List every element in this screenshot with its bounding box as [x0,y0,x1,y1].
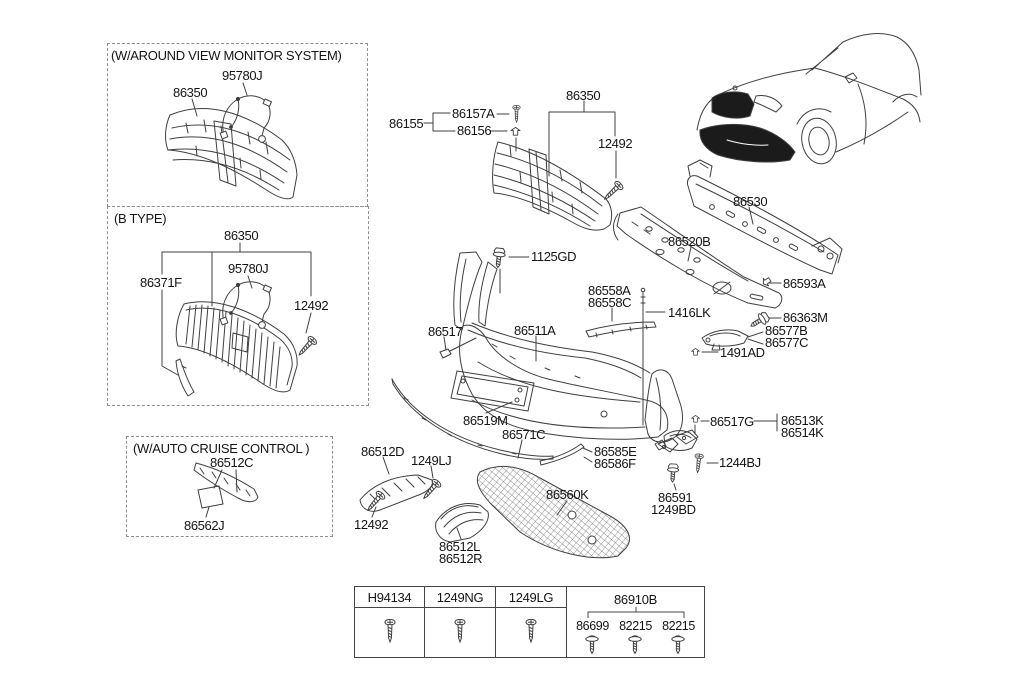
lower-grille-drawing [477,466,629,557]
part-label-86571c: 86571C [502,427,546,442]
part-label-95780j-av: 95780J [222,68,263,83]
around-view-grille-drawing [166,108,297,198]
corner-bracket-drawing [655,431,697,451]
part-label-86558a: 86558A [588,283,631,298]
group-item [662,619,695,655]
part-label-82215-2: 82215 [662,618,695,633]
part-label-86350-av: 86350 [173,85,208,100]
side-molding-strip-drawing [540,444,584,465]
license-bracket-drawing [451,371,534,411]
side-bracket-clip [440,349,451,358]
part-label-86156: 86156 [457,123,492,138]
auto-cruise-title: (W/AUTO CRUISE CONTROL ) [133,441,310,456]
b-type-grille-drawing [176,302,297,392]
bumper-corner-drawing [645,370,698,452]
impact-absorber-drawing [614,207,782,308]
pin-icon [641,288,645,330]
screw-icon [295,335,318,358]
leader-av-95780j [243,83,247,95]
part-label-86586f: 86586F [594,456,636,471]
b-type-title: (B TYPE) [114,211,167,226]
fastener-cell-h94134 [355,608,425,658]
part-label-86519m: 86519M [463,413,508,428]
part-label-86558c: 86558C [588,295,632,310]
leader-86512lr [457,528,461,539]
bolt-icon [628,633,642,655]
part-label-86520b: 86520B [668,234,711,249]
vehicle-illustration [697,34,921,167]
part-label-86155: 86155 [389,116,424,131]
part-label-12492: 12492 [598,136,633,151]
around-view-title: (W/AROUND VIEW MONITOR SYSTEM) [111,48,342,63]
part-label-12492-b: 12492 [354,517,389,532]
leader-86512d [383,457,389,474]
screw-icon [420,478,442,502]
part-label-86350: 86350 [566,88,601,103]
part-label-82215-1: 82215 [619,618,652,633]
part-label-1491ad: 1491AD [720,345,765,360]
leader-86520b [688,247,691,261]
leader-av-86350 [192,99,197,116]
part-label-86511a: 86511A [514,323,556,338]
part-label-1416lk: 1416LK [668,305,711,320]
fastener-cell-1249ng [425,608,496,658]
screw-icon [513,105,521,122]
part-label-86363m: 86363M [783,310,828,325]
leader-86571c [518,440,522,458]
back-beam-drawing [687,160,842,274]
leader-86577 [748,332,763,344]
fastener-table [354,586,705,658]
fastener-cell-1249lg [496,608,567,658]
screw-icon [384,618,396,644]
part-label-86562j: 86562J [184,518,225,533]
bolt-icon [492,248,506,269]
clip-icon [511,127,520,135]
fastener-group-title: 86910B [613,591,658,607]
leader-12492b [372,507,376,517]
bolt-icon [585,633,599,655]
fog-cover-drawing [436,504,489,542]
fastener-col-1249ng: 1249NG [425,587,496,608]
b-type-side-molding-drawing [176,359,194,396]
part-label-86512l: 86512L [439,539,480,554]
part-label-86513k: 86513K [781,413,824,428]
fastener-group-cell [567,587,705,658]
part-label-86530: 86530 [733,194,768,209]
part-label-1249bd: 1249BD [651,502,696,517]
screw-icon [601,180,624,203]
rail-strip-drawing [586,322,656,337]
part-label-86350-bt: 86350 [224,228,259,243]
part-label-86512d: 86512D [361,444,405,459]
leader-86585 [583,448,592,462]
camera-harness-drawing [220,96,271,143]
part-label-12492-bt: 12492 [294,298,329,313]
part-label-86577b: 86577B [765,323,808,338]
part-label-1249lj: 1249LJ [411,453,452,468]
part-label-86512c: 86512C [210,455,254,470]
part-label-95780j-bt: 95780J [228,261,269,276]
fastener-col-h94134: H94134 [355,587,425,608]
fastener-col-1249lg: 1249LG [496,587,567,608]
group-bracket [576,607,696,619]
part-label-86517g: 86517G [710,414,754,429]
clip-icon [692,415,700,422]
leader-86530 [749,207,753,224]
part-label-86585e: 86585E [594,444,637,459]
part-label-86514k: 86514K [781,425,824,440]
part-label-1125gd: 1125GD [531,249,577,264]
front-grille-drawing [493,142,612,230]
leader-1125gd [500,257,529,293]
leader-ac-86562j [206,507,209,517]
group-item [576,619,609,655]
bolt-icon [671,633,685,655]
part-label-86591: 86591 [658,490,693,505]
part-label-1244bj: 1244BJ [719,455,761,470]
screw-icon [525,618,537,644]
part-label-86371f: 86371F [140,275,182,290]
part-label-86593a: 86593A [783,276,826,291]
part-label-86517: 86517 [428,324,463,339]
part-label-86699: 86699 [576,618,609,633]
clip-icon [692,348,700,355]
screw-icon [693,453,703,473]
part-label-86157a: 86157A [452,106,495,121]
bumper-cover-drawing [454,249,668,439]
bolt-icon [667,464,679,483]
part-label-86512r: 86512R [439,551,483,566]
group-item [619,619,652,655]
part-label-86560k: 86560K [546,487,589,502]
part-label-86577c: 86577C [765,335,809,350]
blanking-plate-drawing [198,486,223,508]
screw-icon [454,618,466,644]
